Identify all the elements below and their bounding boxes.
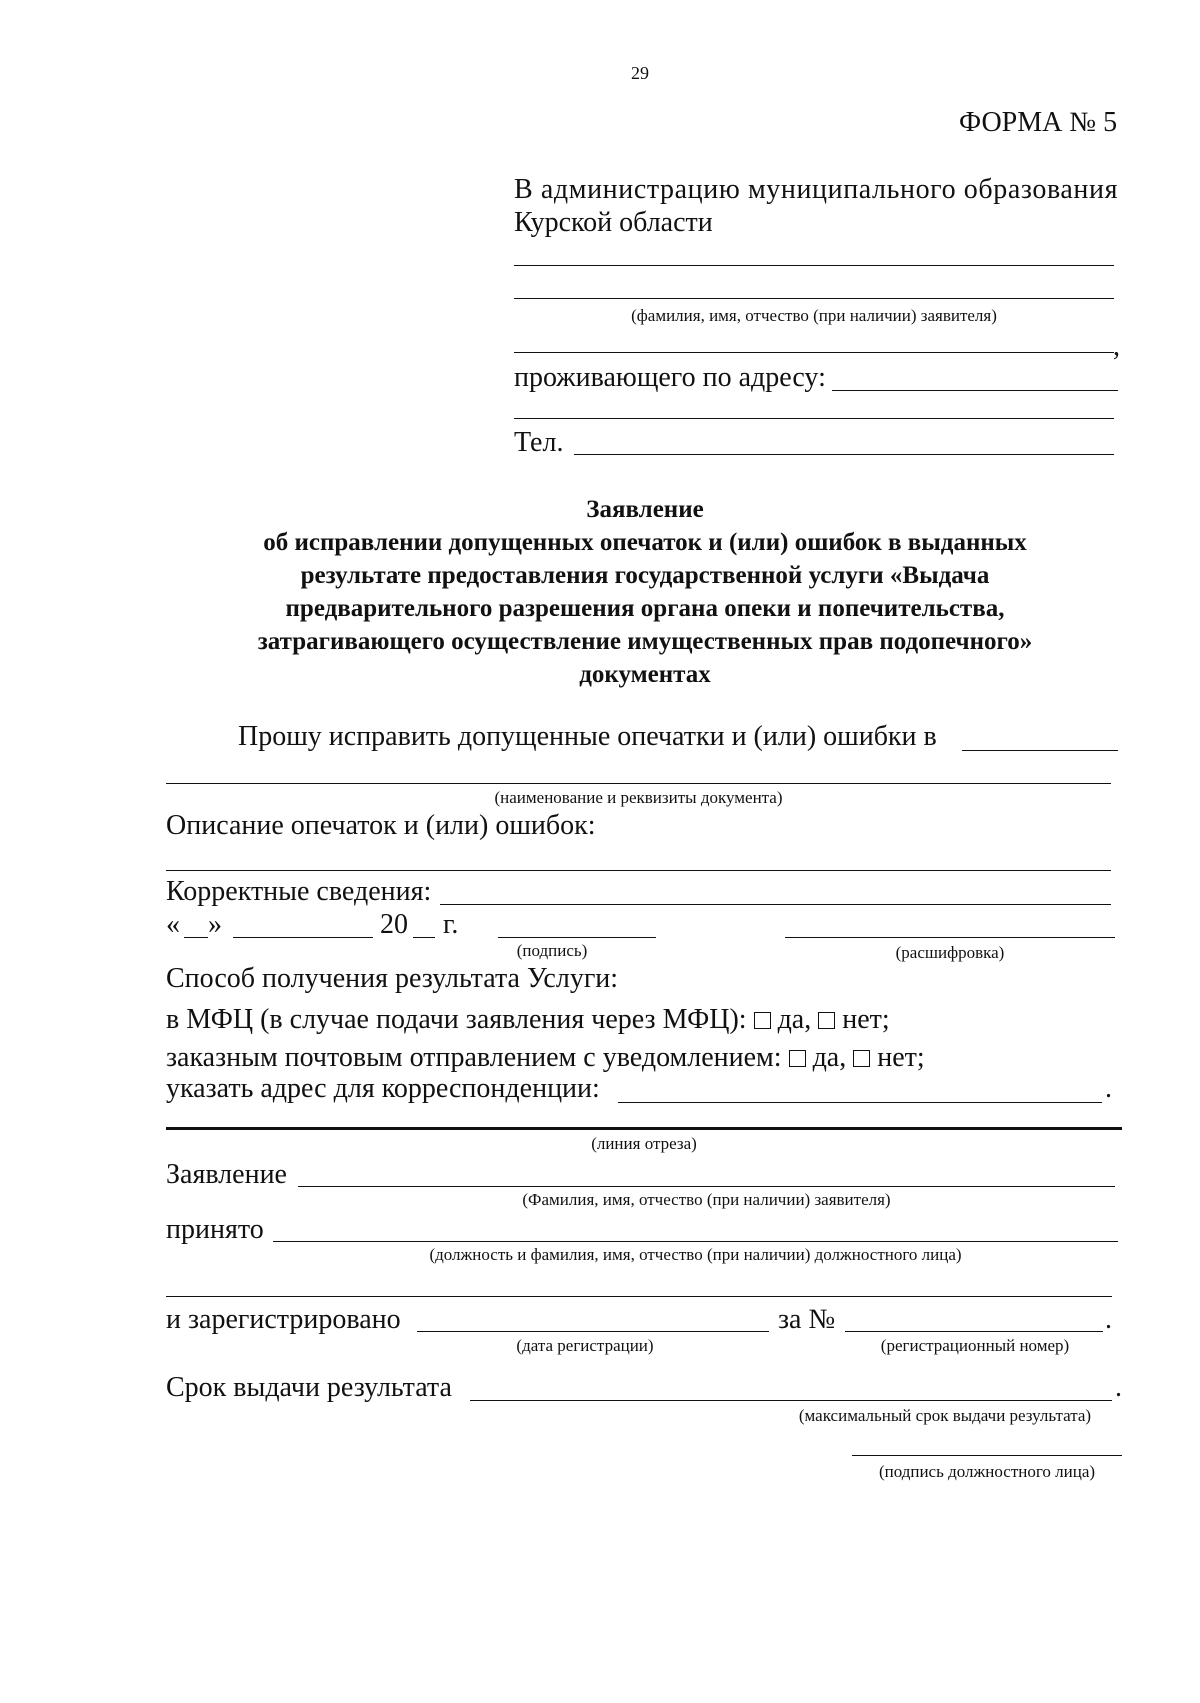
document-caption: (наименование и реквизиты документа) [494,788,783,807]
applicant-line-2[interactable] [514,298,1114,299]
date-day-line[interactable] [184,937,208,938]
deadline-period: . [1115,1372,1122,1403]
title-line-2: результате предоставления государственной услуги «Выдача [300,562,990,589]
mail-text: заказным почтовым отправлением с уведомлением: [166,1042,782,1073]
correspondence-address-line[interactable] [618,1102,1102,1103]
year-suffix: г. [443,909,459,940]
date-close-quote: » [208,909,222,940]
receipt-applicant-caption: (Фамилия, имя, отчество (при наличии) заявителя) [522,1190,891,1209]
title-line-3: предварительного разрешения органа опеки и попечительства, [285,595,1005,622]
title-line-4: затрагивающего осуществление имущественных прав подопечного» [257,628,1033,655]
mfc-yes-checkbox[interactable] [754,1012,771,1029]
registered-label: и зарегистрировано [166,1304,401,1335]
errors-line[interactable] [166,870,1111,871]
address-line-1[interactable] [832,390,1118,391]
cut-line [166,1127,1122,1130]
mail-no-label: нет; [877,1042,925,1073]
decoding-line[interactable] [785,937,1115,938]
mfc-text: в МФЦ (в случае подачи заявления через МФЦ): [166,1004,747,1035]
title-heading: Заявление [586,496,704,523]
phone-label: Тел. [514,427,564,458]
applicant-caption: (фамилия, имя, отчество (при наличии) заявителя) [631,306,997,325]
correspondence-address-label: указать адрес для корреспонденции: [166,1073,600,1104]
mail-no-checkbox[interactable] [853,1050,870,1067]
request-text: Прошу исправить допущенные опечатки и (или) ошибки в [238,721,937,752]
title-line-5: документах [579,661,711,688]
form-number: ФОРМА № 5 [959,107,1118,138]
addressee-line-1: В администрацию муниципального образования [514,174,1119,205]
signature-line[interactable] [498,937,656,938]
document-line[interactable] [166,783,1111,784]
phone-line[interactable] [574,454,1114,455]
mfc-no-checkbox[interactable] [818,1012,835,1029]
signature-caption: (подпись) [516,941,588,960]
registration-date-line[interactable] [417,1331,769,1332]
title-line-1: об исправлении допущенных опечаток и (или) ошибок в выданных [263,529,1027,556]
method-label: Способ получения результата Услуги: [166,963,619,994]
official-signature-line[interactable] [852,1455,1122,1456]
registration-number-caption: (регистрационный номер) [880,1336,1070,1355]
request-line[interactable] [962,750,1118,751]
receipt-applicant-line[interactable] [298,1186,1115,1187]
correct-line[interactable] [440,904,1111,905]
mfc-yes-label: да, [777,1004,812,1035]
address-line-2[interactable] [514,418,1114,419]
decoding-caption: (расшифровка) [895,943,1005,962]
registration-period: . [1105,1304,1112,1335]
deadline-label: Срок выдачи результата [166,1372,452,1403]
statement-title [150,493,1140,691]
mail-yes-checkbox[interactable] [789,1050,806,1067]
mail-yes-label: да, [812,1042,847,1073]
address-label: проживающего по адресу: [514,362,826,393]
official-line[interactable] [273,1241,1118,1242]
deadline-caption: (максимальный срок выдачи результата) [798,1406,1092,1425]
mfc-row [166,1003,890,1037]
applicant-line-1[interactable] [514,265,1114,266]
addressee-line-2: Курской области [514,207,713,238]
registration-number-label: за № [778,1304,836,1335]
cut-caption: (линия отреза) [591,1134,697,1153]
page-number: 29 [631,63,649,83]
correspondence-period: . [1105,1073,1112,1104]
errors-label: Описание опечаток и (или) ошибок: [166,810,596,841]
date-month-line[interactable] [233,937,373,938]
year-line[interactable] [413,937,435,938]
deadline-line[interactable] [470,1400,1112,1401]
mfc-no-label: нет; [842,1004,890,1035]
official-caption: (должность и фамилия, имя, отчество (при наличии) должностного лица) [429,1245,962,1264]
receipt-statement-label: Заявление [166,1159,287,1190]
registration-date-caption: (дата регистрации) [516,1336,654,1355]
date-open-quote: « [166,909,180,940]
applicant-comma: , [1113,331,1120,362]
official-line-2[interactable] [166,1296,1112,1297]
year-prefix: 20 [380,909,408,940]
registration-number-line[interactable] [845,1331,1103,1332]
applicant-line-3[interactable] [514,352,1114,353]
accepted-label: принято [166,1214,264,1245]
correct-label: Корректные сведения: [166,876,432,907]
mail-row [166,1041,925,1075]
official-signature-caption: (подпись должностного лица) [878,1462,1096,1481]
